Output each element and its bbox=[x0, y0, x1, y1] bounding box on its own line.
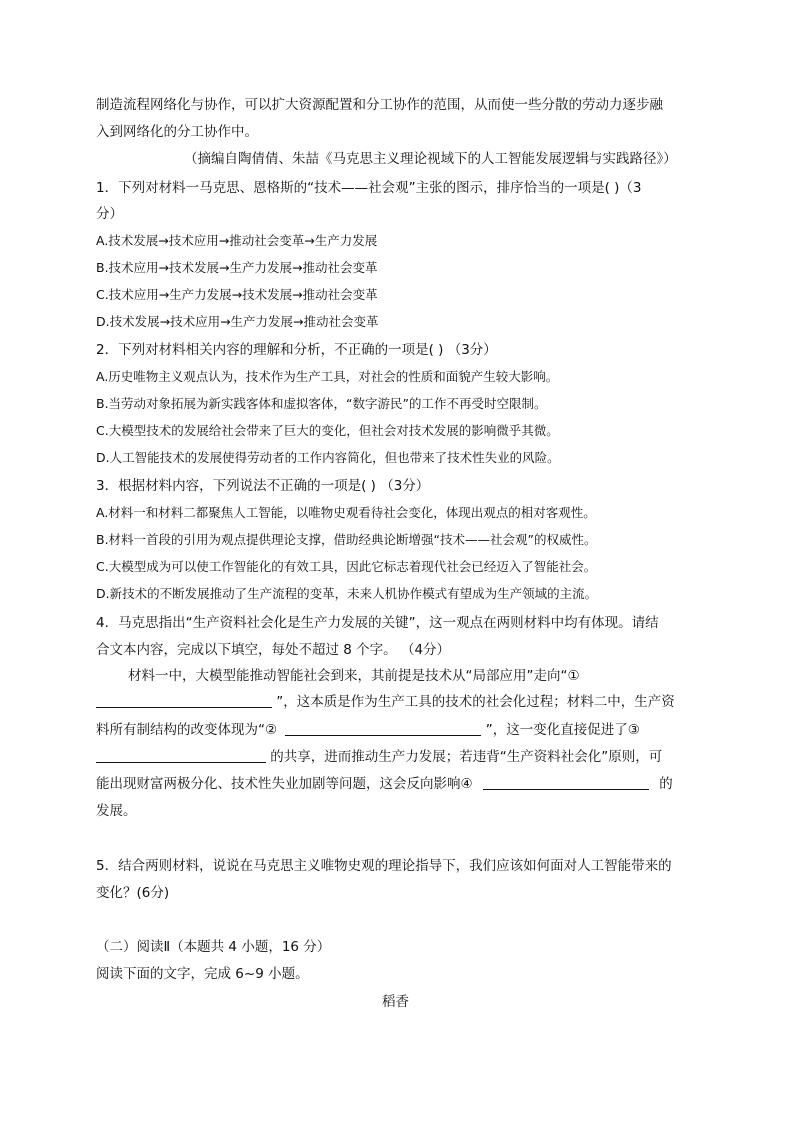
fill5a-text: 能出现财富两极分化、技术性失业加剧等问题，这会反向影响④ bbox=[96, 776, 473, 792]
q1-option-d: D.技术发展→技术应用→生产力发展→推动社会变革 bbox=[96, 314, 379, 329]
q5-stem-line-2: 变化？(6分) bbox=[96, 885, 170, 901]
q3-option-a: A.材料一和材料二都聚焦人工智能，以唯物史观看待社会变化，体现出观点的相对客观性。 bbox=[96, 505, 596, 520]
blank-3[interactable] bbox=[96, 748, 266, 763]
blank-2[interactable] bbox=[285, 721, 481, 736]
q3-option-b: B.材料一首段的引用为观点提供理论支撑，借助经典论断增强“技术——社会观”的权威性。 bbox=[96, 532, 597, 547]
q5-stem-line-1: 5．结合两则材料，说说在马克思主义唯物史观的理论指导下，我们应该如何面对人工智能带来的 bbox=[96, 858, 672, 874]
fill3b-text: ”，这一变化直接促进了③ bbox=[485, 722, 640, 738]
q1-option-b: B.技术应用→技术发展→生产力发展→推动社会变革 bbox=[96, 260, 378, 275]
passage-line-2: 入到网络化的分工协作中。 bbox=[96, 124, 258, 140]
fill2-text: ”，这本质是作为生产工具的技术的社会化过程；材料二中，生产资 bbox=[276, 694, 675, 710]
q4-fill-line-4 bbox=[96, 747, 662, 767]
article-title: 稻香 bbox=[382, 994, 409, 1010]
q4-fill-line-2 bbox=[96, 692, 675, 712]
q1-stem-line-2: 分） bbox=[96, 206, 123, 222]
q2-option-c: C.大模型技术的发展给社会带来了巨大的变化，但社会对技术发展的影响微乎其微。 bbox=[96, 423, 559, 438]
passage-line-1: 制造流程网络化与协作，可以扩大资源配置和分工协作的范围，从而使一些分散的劳动力逐步融 bbox=[96, 97, 663, 113]
q4-fill-line-5 bbox=[96, 774, 673, 794]
q3-stem: 3．根据材料内容，下列说法不正确的一项是( ) （3分） bbox=[96, 478, 430, 494]
q1-stem-line-1: 1．下列对材料一马克思、恩格斯的“技术——社会观”主张的图示，排序恰当的一项是( )（3 bbox=[96, 180, 642, 196]
q4-fill-line-6: 发展。 bbox=[96, 803, 137, 819]
fill5b-text: 的 bbox=[659, 776, 673, 792]
q1-option-a: A.技术发展→技术应用→推动社会变革→生产力发展 bbox=[96, 233, 378, 248]
fill4-text: 的共享，进而推动生产力发展；若违背“生产资料社会化”原则，可 bbox=[270, 749, 663, 765]
q4-stem-line-2: 合文本内容，完成以下填空，每处不超过 8 个字。 （4分） bbox=[96, 642, 451, 658]
fill3a-text: 料所有制结构的改变体现为“② bbox=[96, 722, 278, 738]
q4-fill-line-3 bbox=[96, 720, 640, 740]
q2-stem: 2．下列对材料相关内容的理解和分析，不正确的一项是( ) （3分） bbox=[96, 342, 497, 358]
q4-stem-line-1: 4．马克思指出“生产资料社会化是生产力发展的关键”，这一观点在两则材料中均有体现。请结 bbox=[96, 615, 659, 631]
blank-4[interactable] bbox=[483, 775, 649, 790]
q2-option-b: B.当劳动对象拓展为新实践客体和虚拟客体，“数字游民”的工作不再受时空限制。 bbox=[96, 396, 547, 411]
q1-option-c: C.技术应用→生产力发展→技术发展→推动社会变革 bbox=[96, 287, 378, 302]
section-instruction: 阅读下面的文字，完成 6~9 小题。 bbox=[96, 966, 309, 982]
passage-source: （摘编自陶倩倩、朱喆《马克思主义理论视域下的人工智能发展逻辑与实践路径》） bbox=[184, 151, 677, 167]
blank-1[interactable] bbox=[96, 693, 272, 708]
q4-fill-line-1: 材料一中，大模型能推动智能社会到来，其前提是技术从“局部应用”走向“① bbox=[128, 668, 580, 684]
q2-option-a: A.历史唯物主义观点认为，技术作为生产工具，对社会的性质和面貌产生较大影响。 bbox=[96, 369, 559, 384]
q3-option-d: D.新技术的不断发展推动了生产流程的变革，未来人机协作模式有望成为生产领域的主流。 bbox=[96, 586, 598, 601]
section-heading: （二）阅读Ⅱ（本题共 4 小题，16 分） bbox=[96, 939, 331, 955]
q2-option-d: D.人工智能技术的发展使得劳动者的工作内容简化，但也带来了技术性失业的风险。 bbox=[96, 450, 560, 465]
q3-option-c: C.大模型成为可以使工作智能化的有效工具，因此它标志着现代社会已经迈入了智能社会。 bbox=[96, 559, 597, 574]
